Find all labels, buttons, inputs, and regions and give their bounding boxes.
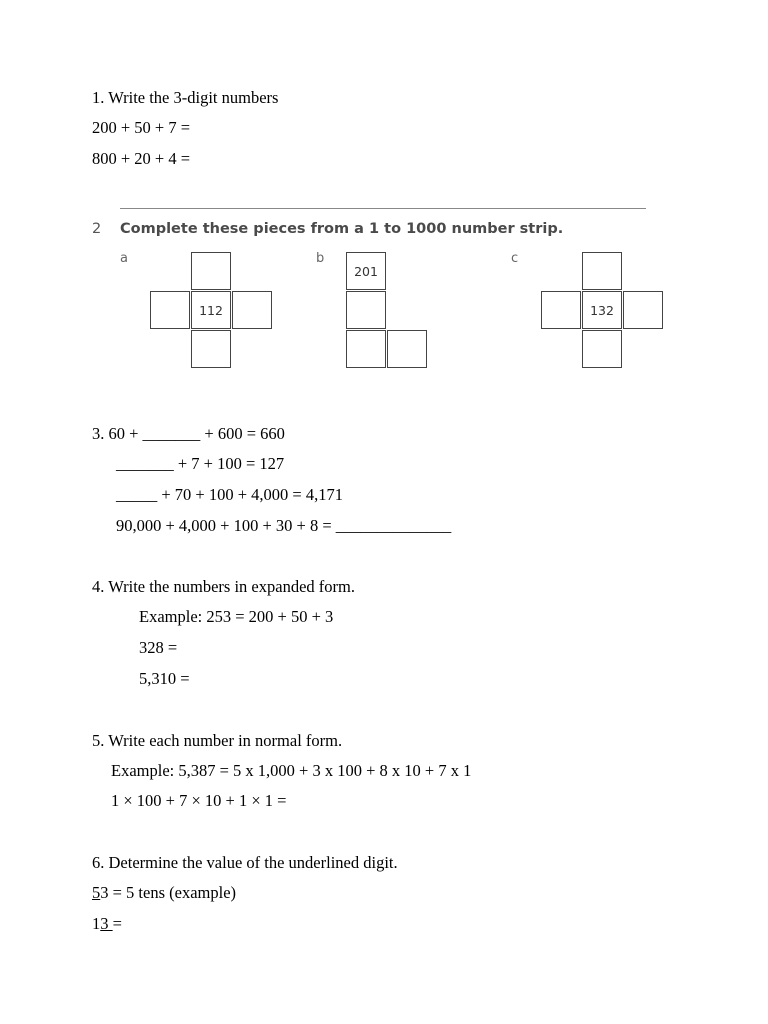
q3-line-4: 90,000 + 4,000 + 100 + 30 + 8 = ______________ bbox=[116, 516, 452, 535]
q6-title: 6. Determine the value of the underlined digit. bbox=[92, 853, 398, 872]
piece-b-cell-middle bbox=[346, 291, 386, 329]
q2-number: 2 bbox=[92, 221, 102, 237]
q2-title: Complete these pieces from a 1 to 1000 number strip. bbox=[120, 221, 564, 237]
piece-c-cell-bottom bbox=[582, 330, 622, 368]
piece-b-label: b bbox=[316, 251, 325, 266]
q6-item-prefix: 1 bbox=[92, 914, 101, 933]
q6-item-rest: = bbox=[112, 914, 122, 933]
piece-b-cell-bottom-right bbox=[387, 330, 427, 368]
q4-title: 4. Write the numbers in expanded form. bbox=[92, 577, 355, 596]
piece-b-cell-top: 201 bbox=[346, 252, 386, 290]
piece-a-cell-top bbox=[191, 252, 231, 290]
q6-item bbox=[92, 914, 122, 934]
q6-example-underlined-digit: 5 bbox=[92, 883, 101, 902]
piece-a-cell-left bbox=[150, 291, 190, 329]
piece-c-cell-top bbox=[582, 252, 622, 290]
piece-c-cell-right bbox=[623, 291, 663, 329]
q4-item-1: 328 = bbox=[139, 638, 178, 657]
piece-c-cell-center: 132 bbox=[582, 291, 622, 329]
q6-item-underlined-digit: 3 bbox=[100, 914, 113, 933]
q1-item-2: 800 + 20 + 4 = bbox=[92, 149, 191, 168]
q3-line-1: 3. 60 + _______ + 600 = 660 bbox=[92, 424, 285, 443]
q6-example bbox=[92, 883, 236, 903]
piece-a-label: a bbox=[120, 251, 128, 266]
q3-line-3: _____ + 70 + 100 + 4,000 = 4,171 bbox=[116, 485, 343, 504]
q1-title: 1. Write the 3-digit numbers bbox=[92, 88, 279, 107]
q4-item-2: 5,310 = bbox=[139, 669, 190, 688]
piece-c-cell-left bbox=[541, 291, 581, 329]
piece-a-cell-center: 112 bbox=[191, 291, 231, 329]
q6-example-rest: 3 = 5 tens (example) bbox=[100, 883, 237, 902]
q5-item-1: 1 × 100 + 7 × 10 + 1 × 1 = bbox=[111, 791, 287, 810]
strip-divider bbox=[120, 208, 646, 209]
piece-a-cell-right bbox=[232, 291, 272, 329]
piece-a-cell-bottom bbox=[191, 330, 231, 368]
q4-example: Example: 253 = 200 + 50 + 3 bbox=[139, 607, 334, 626]
q5-title: 5. Write each number in normal form. bbox=[92, 731, 343, 750]
piece-b-cell-bottom-left bbox=[346, 330, 386, 368]
piece-c-label: c bbox=[511, 251, 519, 266]
q5-example: Example: 5,387 = 5 x 1,000 + 3 x 100 + 8 x 10 + 7 x 1 bbox=[111, 761, 472, 780]
q3-line-2: _______ + 7 + 100 = 127 bbox=[116, 454, 285, 473]
q1-item-1: 200 + 50 + 7 = bbox=[92, 118, 191, 137]
